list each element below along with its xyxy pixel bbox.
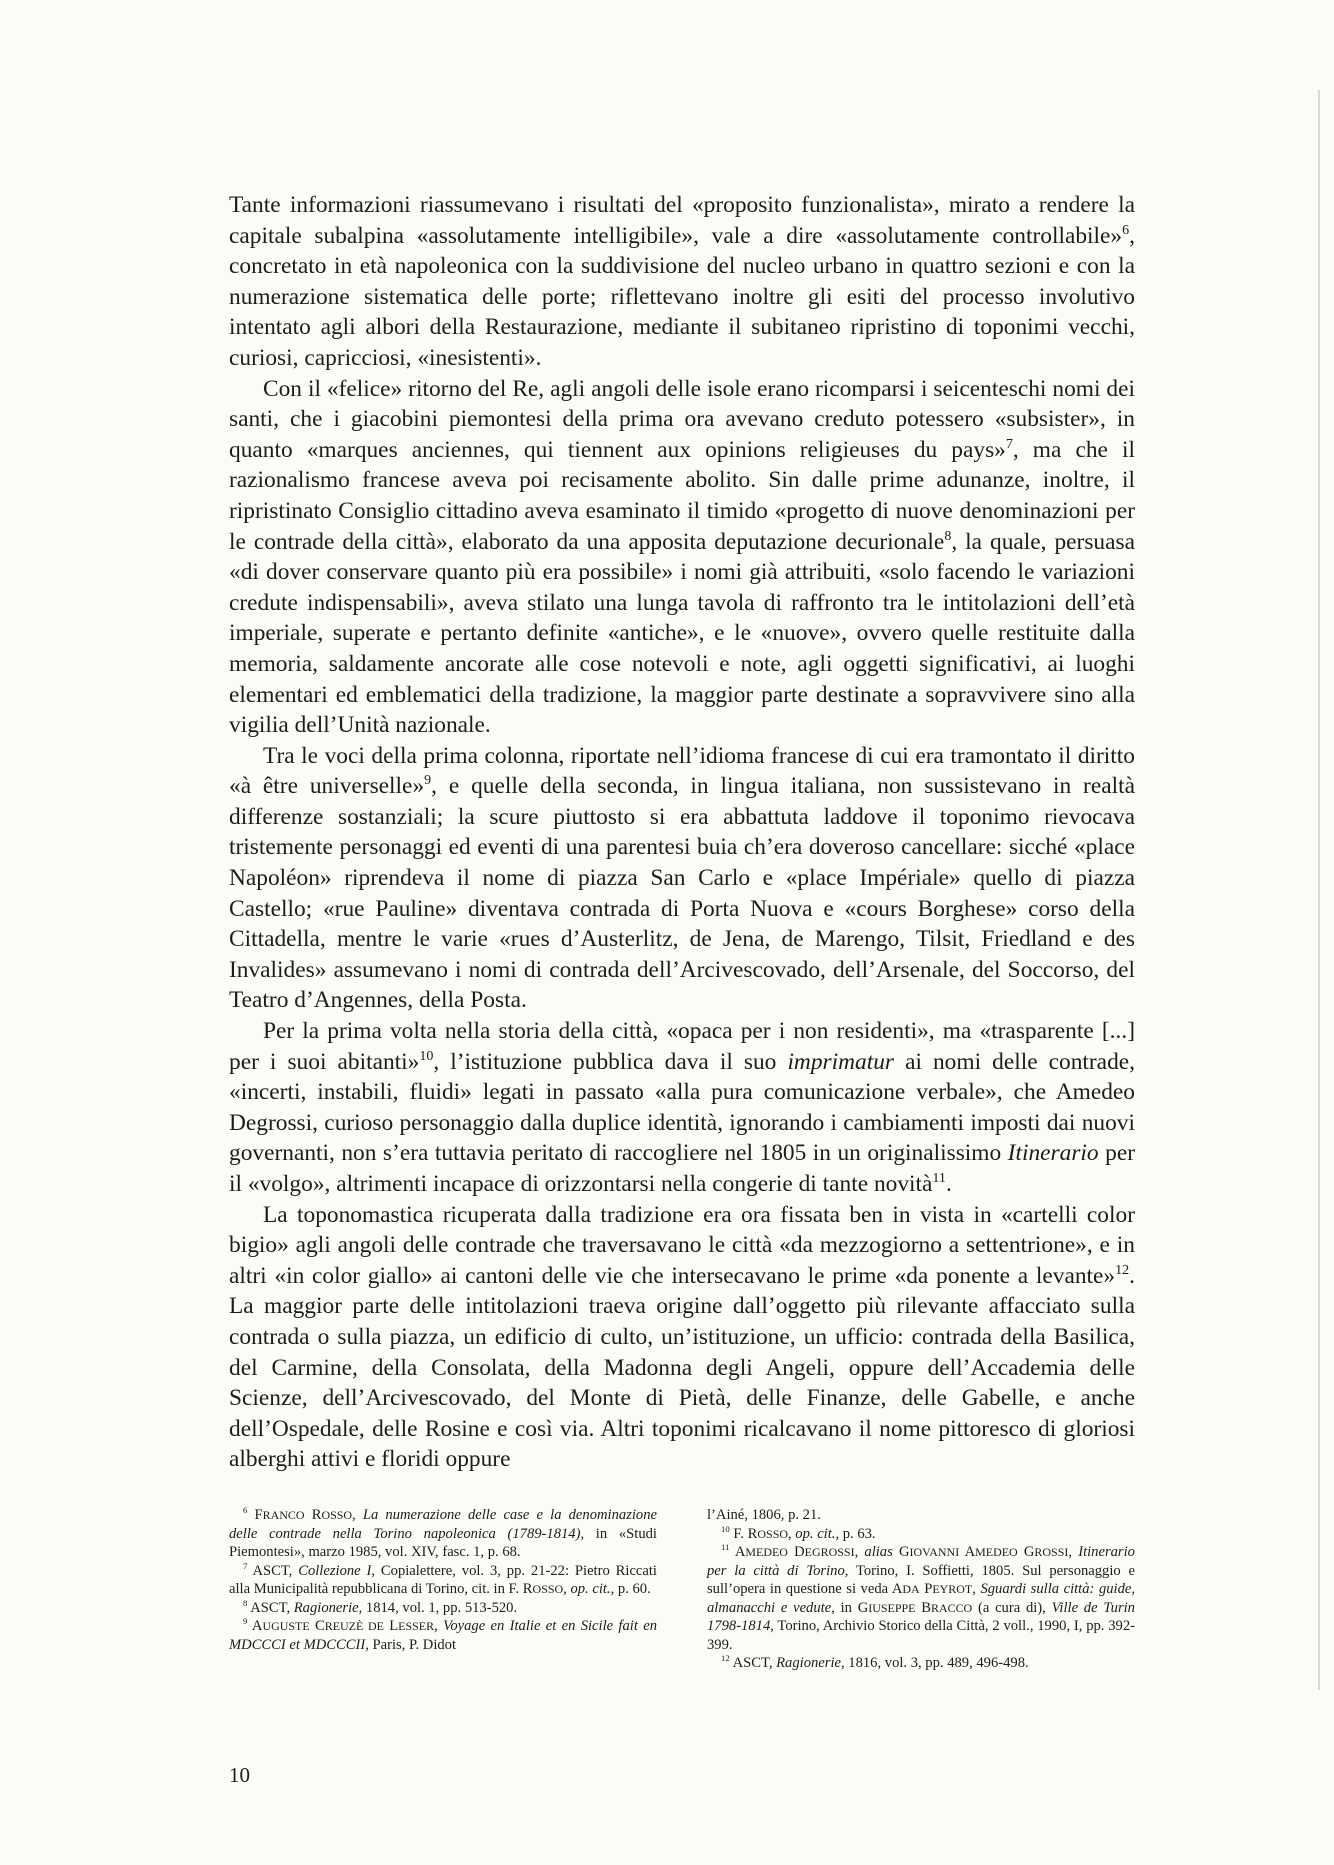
page-edge-shadow xyxy=(1318,90,1320,1690)
paragraph: Con il «felice» ritorno del Re, agli angoli delle isole erano ricomparsi i seicenteschi nomi dei santi, che i giacobini piemontesi della prima ora avevano creduto potessero «subsister», in quanto «marques anciennes, qui tiennent aux opinions religieuses du pays»$^7$, ma che il razionalismo francese aveva poi recisamente abolito. Sin dalle prime adunanze, inoltre, il ripristinato Consiglio cittadino aveva esaminato il timido «progetto di nuove denominazioni per le contrade della città», elaborato da una apposita deputazione decurionale$^8$, la quale, persuasa «di dover conservare quanto più era possibile» i nomi già attribuiti, «solo facendo le variazioni credute indispensabili», aveva stilato una lunga tavola di raffronto tra le intitolazioni dell’età imperiale, superate e pertanto definite «antiche», e le «nuove», ovvero quelle restituite dalla memoria, saldamente ancorate alle cose notevoli e note, agli oggetti significativi, ai luoghi elementari ed emblematici della tradizione, la maggior parte destinate a sopravvivere sino alla vigilia dell’Unità nazionale. xyxy=(229,375,1135,739)
footnote: $^{11}$ AMEDEO DEGROSSI, alias GIOVANNI AMEDEO GROSSI, Itinerario per la città di Torino, Torino, I. Soffietti, 1805. Sul personaggio e sull’opera in questione si veda ADA PEYROT, Sguardi sulla città: guide, almanacchi e vedute, in GIUSEPPE BRACCO (a cura di), Ville de Turin 1798-1814, Torino, Archivio Storico della Città, 2 voll., 1990, I, pp. 392-399. xyxy=(707,1542,1136,1653)
footnote: $^7$ ASCT, Collezione I, Copialettere, vol. 3, pp. 21-22: Pietro Riccati alla Municipalità repubblicana di Torino, cit. in F. ROSSO, op. cit., p. 60. xyxy=(229,1560,657,1597)
footnote: $^8$ ASCT, Ragionerie, 1814, vol. 1, pp. 513-520. xyxy=(243,1597,518,1616)
footnote: $^6$ FRANCO ROSSO, La numerazione delle case e la denominazione delle contrade nella Torino napoleonica (1789-1814), in «Studi Piemontesi», marzo 1985, vol. XIV, fasc. 1, p. 68. xyxy=(229,1505,657,1560)
paragraph: Per la prima volta nella storia della città, «opaca per i non residenti», ma «trasparente [...] per i suoi abitanti»$^{10}$, l’istituzione pubblica dava il suo imprimatur ai nomi delle contrade, «incerti, instabili, fluidi» legati in passato «alla pura comunicazione verbale», che Amedeo Degrossi, curioso personaggio dalla duplice identità, ignorando i cambiamenti imposti dai nuovi governanti, non s’era tuttavia peritato di raccogliere nel 1805 in un originalissimo Itinerario per il «volgo», altrimenti incapace di orizzontarsi nella congerie di tante novità$^{11}$. xyxy=(229,1018,1135,1197)
page-number: 10 xyxy=(229,1763,250,1787)
paragraph: Tante informazioni riassumevano i risultati del «proposito funzionalista», mirato a rendere la capitale subalpina «assolutamente intelligibile», vale a dire «assolutamente controllabile»$^6$, concretato in età napoleonica con la suddivisione del nucleo urbano in quattro sezioni e con la numerazione sistematica delle porte; riflettevano inoltre gli esiti del processo involutivo intentato agli albori della Restaurazione, mediante il subitaneo ripristino di toponimi vecchi, curiosi, capricciosi, «inesistenti». xyxy=(229,192,1135,371)
footnote: $^{10}$ F. ROSSO, op. cit., p. 63. xyxy=(721,1523,876,1542)
footnotes-left-column xyxy=(229,1506,657,1673)
footnote: $^{12}$ ASCT, Ragionerie, 1816, vol. 3, pp. 489, 496-498. xyxy=(721,1653,1029,1671)
footnote: $^9$ AUGUSTE CREUZÈ DE LESSER, Voyage en Italie et en Sicile fait en MDCCCI et MDCCCII, Paris, P. Didot xyxy=(229,1616,657,1653)
main-text xyxy=(229,190,1135,1475)
footnote: l’Ainé, 1806, p. 21. xyxy=(707,1507,821,1523)
footnotes-right-column xyxy=(707,1506,1135,1673)
paragraph: La toponomastica ricuperata dalla tradizione era ora fissata ben in vista in «cartelli color bigio» agli angoli delle contrade che traversavano le città «da mezzogiorno a settentrione», e in altri «in color giallo» ai cantoni delle vie che intersecavano le prime «da ponente a levante»$^{12}$. La maggior parte delle intitolazioni traeva origine dall’oggetto più rilevante affacciato sulla contrada o sulla piazza, un edificio di culto, un’istituzione, un ufficio: contrada della Basilica, del Carmine, della Consolata, della Madonna degli Angeli, oppure dell’Accademia delle Scienze, dell’Arcivescovado, del Monte di Pietà, delle Finanze, delle Gabelle, e anche dell’Ospedale, delle Rosine e così via. Altri toponimi ricalcavano il nome pittoresco di gloriosi alberghi attivi e floridi oppure xyxy=(229,1201,1135,1473)
footnotes xyxy=(229,1506,1135,1673)
paragraph: Tra le voci della prima colonna, riportate nell’idioma francese di cui era tramontato il diritto «à être universelle»$^9$, e quelle della seconda, in lingua italiana, non sussistevano in realtà differenze sostanziali; la scure piuttosto si era abbattuta laddove il toponimo rievocava tristemente personaggi ed eventi di una parentesi buia ch’era doveroso cancellare: sicché «place Napoléon» riprendeva il nome di piazza San Carlo e «place Impériale» quello di piazza Castello; «rue Pauline» diventava contrada di Porta Nuova e «cours Borghese» corso della Cittadella, mentre le varie «rues d’Austerlitz, de Jena, de Marengo, Tilsit, Friedland e des Invalides» assumevano i nomi di contrada dell’Arcivescovado, dell’Arsenale, del Soccorso, del Teatro d’Angennes, della Posta. xyxy=(229,742,1135,1014)
